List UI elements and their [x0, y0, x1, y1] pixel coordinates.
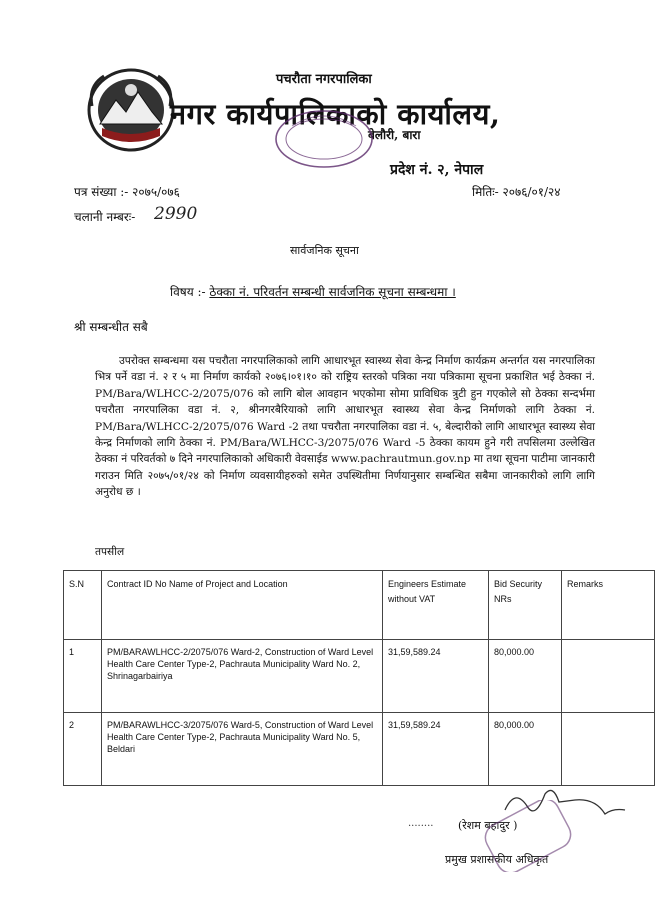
recipient: श्री सम्बन्धीत सबै — [74, 320, 148, 334]
cell-contract: PM/BARAWLHCC-2/2075/076 Ward-2, Construction of Ward Level Health Care Center Type-2, Pachrauta Municipality Ward No. 2, Shrinagarbairiya — [102, 640, 383, 713]
cell-remarks — [562, 713, 655, 786]
nepal-emblem-icon — [86, 66, 176, 154]
signer-name: (रेशम बहादुर ) — [458, 819, 518, 832]
notice-title: सार्वजनिक सूचना — [290, 244, 359, 257]
cell-bid: 80,000.00 — [489, 640, 562, 713]
province-label: प्रदेश नं. २, नेपाल — [390, 162, 484, 178]
subject-text: ठेक्का नं. परिवर्तन सम्बन्धी सार्वजनिक सूचना सम्बन्धमा । — [209, 285, 456, 299]
signature-dotted-line: ........ — [408, 818, 434, 829]
cell-sn: 2 — [64, 713, 102, 786]
letter-date: मितिः- २०७६/०१/२४ — [472, 185, 561, 199]
cell-bid: 80,000.00 — [489, 713, 562, 786]
officer-stamp-icon — [480, 800, 576, 872]
header-sn: S.N — [64, 571, 102, 640]
signer-title: प्रमुख प्रशासकीय अधिकृत — [445, 853, 549, 866]
table-header-row — [64, 571, 655, 640]
header-estimate: Engineers Estimate without VAT — [383, 571, 489, 640]
cell-estimate: 31,59,589.24 — [383, 640, 489, 713]
header-bid: Bid Security NRs — [489, 571, 562, 640]
office-place: बेलौरी, बारा — [368, 128, 421, 142]
cell-contract: PM/BARAWLHCC-3/2075/076 Ward-5, Construction of Ward Level Health Care Center Type-2, Pachrauta Municipality Ward No. 5, Beldari — [102, 713, 383, 786]
office-seal-icon — [272, 106, 376, 172]
dispatch-number: 2990 — [154, 204, 198, 224]
subject-prefix: विषय :- — [170, 285, 206, 299]
cell-sn: 1 — [64, 640, 102, 713]
contract-table — [63, 570, 655, 786]
table-row — [64, 640, 655, 713]
reference-number: पत्र संख्या :- २०७५/०७६ — [74, 185, 180, 199]
subject-line — [170, 283, 456, 300]
dispatch-label: चलानी नम्बरः- — [74, 210, 136, 224]
header-contract: Contract ID No Name of Project and Location — [102, 571, 383, 640]
header-remarks: Remarks — [562, 571, 655, 640]
municipality-name: पचरौता नगरपालिका — [276, 72, 372, 87]
office-title: नगर कार्यपालिकाको कार्यालय, — [170, 97, 501, 131]
cell-estimate: 31,59,589.24 — [383, 713, 489, 786]
cell-remarks — [562, 640, 655, 713]
notice-body: उपरोक्त सम्बन्धमा यस पचरौता नगरपालिकाको लागि आधारभूत स्वास्थ्य सेवा केन्द्र निर्माण कार्यक्रम अन्तर्गत यस नगरपालिका भित्र पर्ने वडा नं. २ र ५ मा निर्माण कार्यको २०७६।०१।१० को राष्ट्रिय स्तरको पत्रिका नया पत्रिकामा सूचना प्रकाशित भई ठेक्का नं. PM/Bara/WLHCC-2/2075/076 को लागि बोल आवहान भएकोमा सोमा प्राविधिक त्रुटी हुन गएकोले सो ठेक्का सन्दर्भमा पचरौता नगरपालिका वडा नं. २, श्रीनगरबैरियाको लागि आधारभूत स्वास्थ्य सेवा केन्द्र निर्माणको लागि ठेक्का नं. PM/Bara/WLHCC-2/2075/076 Ward -2 तथा पचरौता नगरपालिका वडा नं. ५, बेल्दारीको लागि आधारभूत स्वास्थ्य सेवा केन्द्र निर्माणको लागि ठेक्का नं. PM/Bara/WLHCC-3/2075/076 Ward -5 ठेक्का कायम हुने गरी तपसिलमा उल्लेखित ठेक्का नं परिवर्तको ७ दिने नगरपालिकाको अधिकारी वेवसाईड www.pachrautmun.gov.np मा तथा सूचना पाटीमा जानकारी गराउन मिति २०७५/०१/२४ को निर्माण व्यवसायीहरुको समेत उपस्थितीमा निर्णयानुसार सम्बन्धित सबैमा जानकारीको लागि लागि अनुरोध छ । — [95, 355, 595, 499]
details-label: तपसील — [95, 546, 125, 558]
table-row — [64, 713, 655, 786]
